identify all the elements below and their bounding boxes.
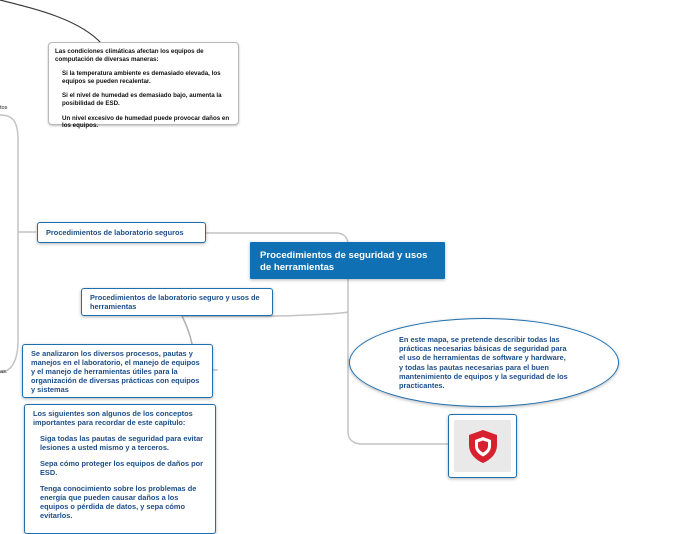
- central-title: Procedimientos de seguridad y usos de herramientas: [260, 250, 428, 273]
- concepts-intro: Los siguientes son algunos de los conceptos importantes para recordar de este capítulo:: [33, 409, 193, 427]
- lab-tools-node[interactable]: [81, 288, 273, 316]
- concepts-point-2: Sepa cómo proteger los equipos de daños por ESD.: [40, 459, 204, 477]
- summary-text: En este mapa, se pretende describir todas las prácticas necesarias básicas de seguridad para el uso de herramientas de software y hardware, y todas las pautas necesarias para el buen mantenimiento de equipos y la seguridad de los practicantes.: [399, 334, 568, 390]
- concepts-point-1: Siga todas las pautas de seguridad para evitar lesiones a usted mismo y a terceros.: [40, 434, 204, 452]
- climate-intro: Las condiciones climáticas afectan los equipos de computación de diversas maneras:: [55, 48, 204, 63]
- icon-node[interactable]: [448, 414, 517, 478]
- analysis-node[interactable]: [22, 344, 213, 398]
- icon-tile: [454, 420, 511, 472]
- climate-node[interactable]: [48, 42, 239, 130]
- lab-safe-label: Procedimientos de laboratorio seguros: [46, 228, 184, 237]
- shield-icon: [466, 428, 500, 464]
- edge-label-bottom: as.: [0, 369, 8, 375]
- connector-left-branch: [0, 115, 18, 372]
- lab-safe-node[interactable]: [37, 222, 206, 243]
- concepts-point-3: Tenga conocimiento sobre los problemas de energía que pueden causar daños a los equipos o pérdida de datos, y sepa cómo evitarlos.: [40, 484, 197, 520]
- summary-ellipse[interactable]: [349, 318, 619, 407]
- connector-lab-tools-child: [182, 316, 192, 344]
- edge-label-top: tos: [0, 105, 8, 111]
- lab-tools-label: Procedimientos de laboratorio seguro y usos de herramientas: [90, 293, 260, 311]
- analysis-text: Se analizaron los diversos procesos, pautas y manejos en el laboratorio, el manejo de equipos y el manejo de herramientas útiles para la organización de diversas prácticas con equipos y sistemas: [31, 349, 200, 394]
- central-topic[interactable]: [250, 242, 445, 279]
- concepts-node[interactable]: [24, 404, 216, 534]
- climate-point-3: Un nivel excesivo de humedad puede provocar daños en los equipos.: [62, 114, 230, 130]
- climate-point-2: Si el nivel de humedad es demasiado bajo, aumenta la posibilidad de ESD.: [62, 92, 222, 107]
- connector-top-curve: [0, 0, 102, 44]
- climate-point-1: Si la temperatura ambiente es demasiado elevada, los equipos se pueden recalentar.: [62, 70, 221, 85]
